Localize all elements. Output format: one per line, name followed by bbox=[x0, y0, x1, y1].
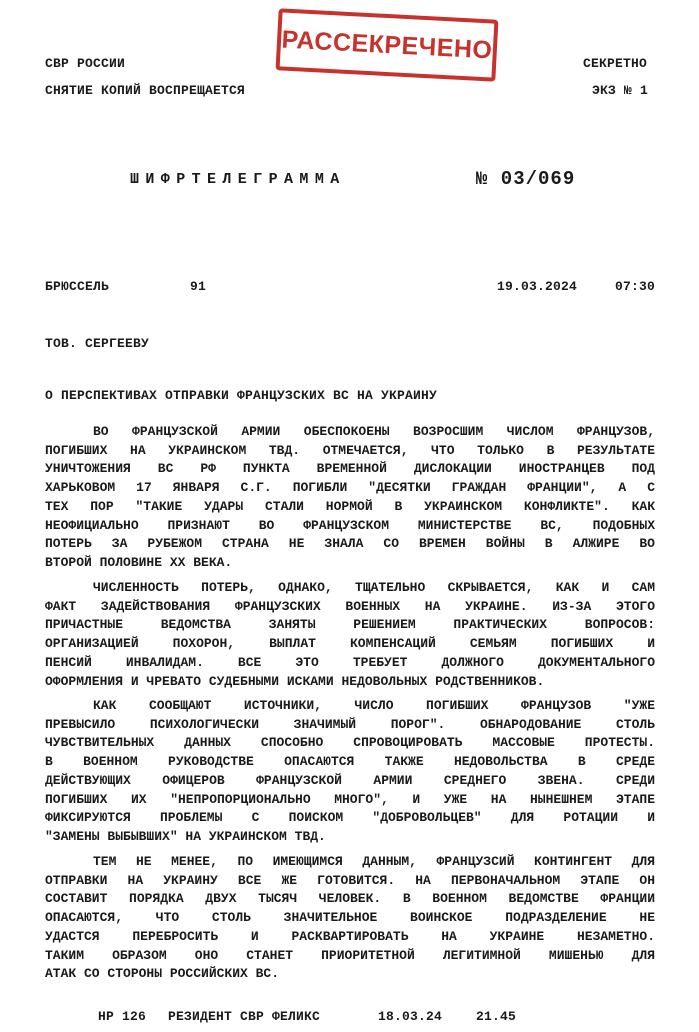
paragraph-line: ДЕЙСТВУЮЩИХ ОФИЦЕРОВ ФРАНЦУЗСКОЙ АРМИИ СРЕДНЕГО ЗВЕНА. СРЕДИ bbox=[45, 772, 655, 788]
paragraph-line: ОФОРМЛЕНИЯ И ЧРЕВАТО СУДЕБНЫМИ ИСКАМИ НЕДОВОЛЬНЫХ РОДСТВЕННИКОВ. bbox=[45, 673, 545, 689]
paragraph-line: СОСТАВИТ ПОРЯДКА ДВУХ ТЫСЯЧ ЧЕЛОВЕК. В ВОЕННОМ ВЕДОМСТВЕ ФРАНЦИИ bbox=[45, 891, 655, 907]
paragraph-line: ХАРЬКОВОМ 17 ЯНВАРЯ С.Г. ПОГИБЛИ "ДЕСЯТКИ ГРАЖДАН ФРАНЦИИ", А С bbox=[45, 480, 655, 496]
signature-date: 18.03.24 bbox=[378, 1009, 443, 1024]
paragraph-line: ФАКТ ЗАДЕЙСТВОВАНИЯ ФРАНЦУЗСКИХ ВОЕННЫХ НА УКРАИНЕ. ИЗ-ЗА ЭТОГО bbox=[45, 598, 655, 614]
paragraph-line: ВО ФРАНЦУЗСКОЙ АРМИИ ОБЕСПОКОЕНЫ ВОЗРОСШИМ ЧИСЛОМ ФРАНЦУЗОВ, bbox=[93, 424, 655, 439]
paragraph-line: В ВОЕННОМ РУКОВОДСТВЕ ОПАСАЮТСЯ ТАКЖЕ НЕДОВОЛЬСТВА В СРЕДЕ bbox=[45, 754, 655, 770]
telegram-title: ШИФРТЕЛЕГРАММА bbox=[130, 171, 346, 188]
copy-number: ЭКЗ № 1 bbox=[592, 83, 649, 98]
paragraph-line: ЧУВСТВИТЕЛЬНЫХ ДАННЫХ СПОСОБНО СПРОВОЦИРОВАТЬ МАССОВЫЕ ПРОТЕСТЫ. bbox=[45, 735, 655, 751]
paragraph-1 bbox=[45, 423, 655, 573]
paragraph-line: ПОТЕРЬ ЗА РУБЕЖОМ СТРАНА НЕ ЗНАЛА СО ВРЕМЕН ВОЙНЫ В АЛЖИРЕ ВО bbox=[45, 536, 655, 552]
paragraph-line: ПЕНСИЙ ИНВАЛИДАМ. ВСЕ ЭТО ТРЕБУЕТ ДОЛЖНОГО ДОКУМЕНТАЛЬНОГО bbox=[45, 654, 655, 670]
paragraph-line: ПОГИБШИХ НА УКРАИНСКОМ ТВД. ОТМЕЧАЕТСЯ, ЧТО ТОЛЬКО В РЕЗУЛЬТАТЕ bbox=[45, 442, 655, 458]
time: 07:30 bbox=[615, 279, 656, 294]
city: БРЮССЕЛЬ bbox=[45, 279, 110, 294]
secrecy-label: СЕКРЕТНО bbox=[583, 56, 648, 71]
paragraph-line: ОРГАНИЗАЦИЕЙ ПОХОРОН, ВЫПЛАТ КОМПЕНСАЦИЙ СЕМЬЯМ ПОГИБШИХ И bbox=[45, 636, 655, 652]
paragraph-line: КАК СООБЩАЮТ ИСТОЧНИКИ, ЧИСЛО ПОГИБШИХ ФРАНЦУЗОВ "УЖЕ bbox=[93, 698, 655, 713]
signature-ref: НР 126 bbox=[98, 1009, 147, 1024]
signature-time: 21.45 bbox=[476, 1009, 517, 1024]
signature-sender: РЕЗИДЕНТ СВР ФЕЛИКС bbox=[168, 1009, 321, 1024]
paragraph-line: УДАСТСЯ ПЕРЕБРОСИТЬ И РАСКВАРТИРОВАТЬ НА УКРАИНЕ НЕЗАМЕТНО. bbox=[45, 928, 655, 944]
paragraph-line: ОТПРАВКИ НА УКРАИНУ ВСЕ ЖЕ ГОТОВИТСЯ. НА ПЕРВОНАЧАЛЬНОМ ЭТАПЕ ОН bbox=[45, 872, 655, 888]
paragraph-line: ТЕМ НЕ МЕНЕЕ, ПО ИМЕЮЩИМСЯ ДАННЫМ, ФРАНЦУЗСИЙ КОНТИНГЕНТ ДЛЯ bbox=[93, 854, 655, 869]
paragraph-line: ПРЕВЫСИЛО ПСИХОЛОГИЧЕСКИ ЗНАЧИМЫЙ ПОРОГ". ОБНАРОДОВАНИЕ СТОЛЬ bbox=[45, 716, 655, 732]
paragraph-line: ПРИЧАСТНЫЕ ВЕДОМСТВА ЗАНЯТЫ РЕШЕНИЕМ ПРАКТИЧЕСКИХ ВОПРОСОВ: bbox=[45, 617, 655, 633]
paragraph-line: ТЕХ ПОР "ТАКИЕ УДАРЫ СТАЛИ НОРМОЙ В УКРАИНСКОМ КОНФЛИКТЕ". КАК bbox=[45, 498, 655, 514]
paragraph-line: ОПАСАЮТСЯ, ЧТО СТОЛЬ ЗНАЧИТЕЛЬНОЕ ВОИНСКОЕ ПОДРАЗДЕЛЕНИЕ НЕ bbox=[45, 910, 655, 926]
paragraph-line: ВТОРОЙ ПОЛОВИНЕ XX ВЕКА. bbox=[45, 554, 233, 570]
telegram-number: № 03/069 bbox=[476, 168, 576, 190]
paragraph-line: "ЗАМЕНЫ ВЫБЫВШИХ" НА УКРАИНСКОМ ТВД. bbox=[45, 828, 326, 844]
paragraph-2 bbox=[45, 579, 655, 691]
copy-notice: СНЯТИЕ КОПИЙ ВОСПРЕЩАЕТСЯ bbox=[45, 83, 246, 98]
stamp-text: РАССЕКРЕЧЕНО bbox=[280, 24, 494, 65]
paragraph-line: ФИКСИРУЮТСЯ ПРОБЛЕМЫ С ПОИСКОМ "ДОБРОВОЛЬЦЕВ" ДЛЯ РОТАЦИИ И bbox=[45, 810, 655, 826]
declassified-stamp bbox=[276, 8, 499, 81]
paragraph-4 bbox=[45, 853, 655, 984]
paragraph-line: АТАК СО СТОРОНЫ РОССИЙСКИХ ВС. bbox=[45, 966, 280, 982]
paragraph-line: ТАКИМ ОБРАЗОМ ОНО СТАНЕТ ПРИОРИТЕТНОЙ ЛЕГИТИМНОЙ МИШЕНЬЮ ДЛЯ bbox=[45, 947, 655, 963]
subject: О ПЕРСПЕКТИВАХ ОТПРАВКИ ФРАНЦУЗСКИХ ВС НА УКРАИНУ bbox=[45, 388, 438, 403]
paragraph-3 bbox=[45, 697, 655, 847]
date: 19.03.2024 bbox=[497, 279, 578, 294]
paragraph-line: УНИЧТОЖЕНИЯ ВС РФ ПУНКТА ВРЕМЕННОЙ ДИСЛОКАЦИИ ИНОСТРАНЦЕВ ПОД bbox=[45, 461, 655, 477]
addressee: ТОВ. СЕРГЕЕВУ bbox=[45, 336, 150, 351]
city-code: 91 bbox=[190, 279, 207, 294]
paragraph-line: НЕОФИЦИАЛЬНО ПРИЗНАЮТ ВО ФРАНЦУЗСКОМ МИНИСТЕРСТВЕ ВС, ПОДОБНЫХ bbox=[45, 517, 655, 533]
paragraph-line: ПОГИБШИХ ИХ "НЕПРОПОРЦИОНАЛЬНО МНОГО", И УЖЕ НА НЫНЕШНЕМ ЭТАПЕ bbox=[45, 791, 655, 807]
org-name: СВР РОССИИ bbox=[45, 56, 126, 71]
paragraph-line: ЧИСЛЕННОСТЬ ПОТЕРЬ, ОДНАКО, ТЩАТЕЛЬНО СКРЫВАЕТСЯ, КАК И САМ bbox=[93, 580, 655, 595]
